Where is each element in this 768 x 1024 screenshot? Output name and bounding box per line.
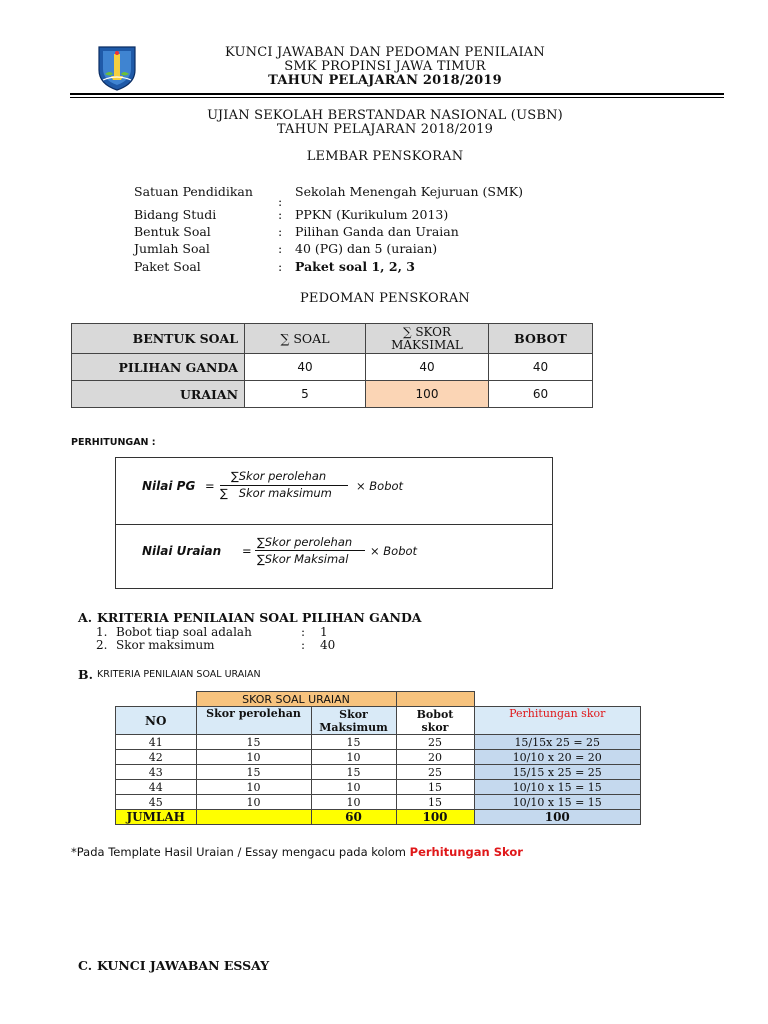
perhitungan-label: PERHITUNGAN : [71, 437, 156, 448]
cell-no: 45 [116, 795, 197, 810]
header-sum-soal: ∑ SOAL [245, 324, 366, 354]
header-line-1: KUNCI JAWABAN DAN PEDOMAN PENILAIAN [225, 45, 545, 60]
row-label: PILIHAN GANDA [72, 354, 245, 381]
cell: 40 [366, 354, 489, 381]
info-value: Paket soal 1, 2, 3 [295, 259, 415, 274]
cell-highlight: 100 [366, 381, 489, 408]
info-label: Jumlah Soal [134, 241, 210, 256]
info-colon: : [278, 224, 283, 239]
table-row [116, 795, 641, 810]
table-row [116, 780, 641, 795]
item-number: 1. [96, 625, 108, 639]
cell-calc: 15/15 x 25 = 25 [474, 765, 641, 780]
info-label: Paket Soal [134, 259, 201, 274]
header-bentuk-soal: BENTUK SOAL [72, 324, 245, 354]
cell-maks: 15 [311, 765, 396, 780]
blank-cell [116, 692, 197, 707]
row-label: URAIAN [72, 381, 245, 408]
formula-eq: = [242, 544, 252, 558]
cell: 40 [489, 354, 593, 381]
total-label: JUMLAH [116, 810, 197, 825]
cell-maks: 10 [311, 750, 396, 765]
info-label: Bentuk Soal [134, 224, 211, 239]
total-row [116, 810, 641, 825]
section-c-title: KUNCI JAWABAN ESSAY [97, 958, 270, 973]
cell-perolehan: 10 [196, 750, 311, 765]
formula-uraian-den: ∑Skor Maksimal [257, 552, 349, 566]
cell-calc: 10/10 x 15 = 15 [474, 795, 641, 810]
cell: 40 [245, 354, 366, 381]
item-value: 1 [320, 625, 328, 639]
group-header-row [116, 692, 641, 707]
item-value: 40 [320, 638, 336, 652]
template-note [71, 845, 523, 859]
formula-pg-name: Nilai PG [142, 479, 196, 493]
table-header-row [72, 324, 593, 354]
cell-bobot: 15 [396, 795, 474, 810]
header-rule-thin [70, 97, 724, 98]
info-value: 40 (PG) dan 5 (uraian) [295, 241, 438, 256]
cell-maks: 10 [311, 795, 396, 810]
section-a-letter: A. [78, 610, 93, 625]
item-number: 2. [96, 638, 108, 652]
note-highlight: Perhitungan Skor [409, 845, 523, 859]
fraction-bar [255, 550, 365, 551]
item-label: Bobot tiap soal adalah [116, 625, 252, 639]
cell: 5 [245, 381, 366, 408]
info-value: Sekolah Menengah Kejuruan (SMK) [295, 184, 523, 199]
cell-bobot: 25 [396, 735, 474, 750]
cell-perolehan: 15 [196, 765, 311, 780]
header-sum-skor: ∑ SKOR MAKSIMAL [366, 324, 489, 354]
info-value: PPKN (Kurikulum 2013) [295, 207, 449, 222]
subheader-line-2: TAHUN PELAJARAN 2018/2019 [276, 122, 494, 137]
info-value: Pilihan Ganda dan Uraian [295, 224, 459, 239]
group-header: SKOR SOAL URAIAN [196, 692, 396, 707]
info-colon: : [278, 259, 283, 274]
total-maks: 60 [311, 810, 396, 825]
pedoman-table [71, 323, 593, 408]
uraian-table [115, 691, 641, 825]
cell-no: 43 [116, 765, 197, 780]
cell-perolehan: 10 [196, 795, 311, 810]
subheader-line-1: UJIAN SEKOLAH BERSTANDAR NASIONAL (USBN) [207, 108, 563, 123]
formula-divider [116, 524, 552, 525]
formula-pg-den: ∑ Skor maksimum [220, 486, 332, 500]
info-colon: : [278, 194, 283, 209]
info-label: Satuan Pendidikan [134, 184, 253, 199]
blank-cell [474, 692, 551, 707]
cell-calc: 10/10 x 15 = 15 [474, 780, 641, 795]
east-java-emblem-icon [93, 44, 141, 92]
info-label: Bidang Studi [134, 207, 217, 222]
header-line-3: TAHUN PELAJARAN 2018/2019 [268, 73, 502, 88]
section-b-title: KRITERIA PENILAIAN SOAL URAIAN [97, 669, 261, 680]
cell-calc: 15/15x 25 = 25 [474, 735, 641, 750]
table-row [116, 735, 641, 750]
pedoman-title: PEDOMAN PENSKORAN [299, 291, 470, 306]
table-row [72, 354, 593, 381]
cell-perolehan: 15 [196, 735, 311, 750]
header-bobot: BOBOT [489, 324, 593, 354]
total-perolehan [196, 810, 311, 825]
table-row [116, 750, 641, 765]
cell-perolehan: 10 [196, 780, 311, 795]
formula-box [115, 457, 553, 589]
total-bobot: 100 [396, 810, 474, 825]
section-b-letter: B. [78, 667, 93, 682]
lembar-title: LEMBAR PENSKORAN [306, 149, 464, 164]
info-colon: : [278, 241, 283, 256]
cell-no: 44 [116, 780, 197, 795]
cell-no: 42 [116, 750, 197, 765]
info-colon: : [278, 207, 283, 222]
formula-pg-times: × Bobot [356, 479, 404, 493]
table-header-row [116, 707, 641, 735]
formula-uraian-num: ∑Skor perolehan [257, 535, 353, 549]
cell-no: 41 [116, 735, 197, 750]
cell-maks: 15 [311, 735, 396, 750]
formula-eq: = [205, 479, 215, 493]
header-perolehan: Skor perolehan [196, 707, 311, 735]
formula-uraian-times: × Bobot [370, 544, 418, 558]
cell-bobot: 25 [396, 765, 474, 780]
header-bobot: Bobot skor [396, 707, 474, 735]
section-c-letter: C. [78, 958, 93, 973]
header-rule-thick [70, 93, 724, 95]
header-perhitungan: Perhitungan skor [474, 707, 641, 735]
table-row [72, 381, 593, 408]
item-colon: : [301, 638, 306, 652]
cell: 60 [489, 381, 593, 408]
section-a-title: KRITERIA PENILAIAN SOAL PILIHAN GANDA [97, 610, 422, 625]
total-calc: 100 [474, 810, 641, 825]
table-row [116, 765, 641, 780]
blank-cell [551, 692, 641, 707]
header-line-2: SMK PROPINSI JAWA TIMUR [284, 59, 486, 74]
cell-maks: 10 [311, 780, 396, 795]
header-maksimum: Skor Maksimum [311, 707, 396, 735]
header-no: NO [116, 707, 197, 735]
group-header-fill [396, 692, 474, 707]
cell-calc: 10/10 x 20 = 20 [474, 750, 641, 765]
item-colon: : [301, 625, 306, 639]
note-text: *Pada Template Hasil Uraian / Essay mengacu pada kolom [71, 845, 410, 859]
formula-pg-num: ∑Skor perolehan [231, 469, 327, 483]
cell-bobot: 15 [396, 780, 474, 795]
cell-bobot: 20 [396, 750, 474, 765]
item-label: Skor maksimum [116, 638, 215, 652]
formula-uraian-name: Nilai Uraian [142, 544, 222, 558]
